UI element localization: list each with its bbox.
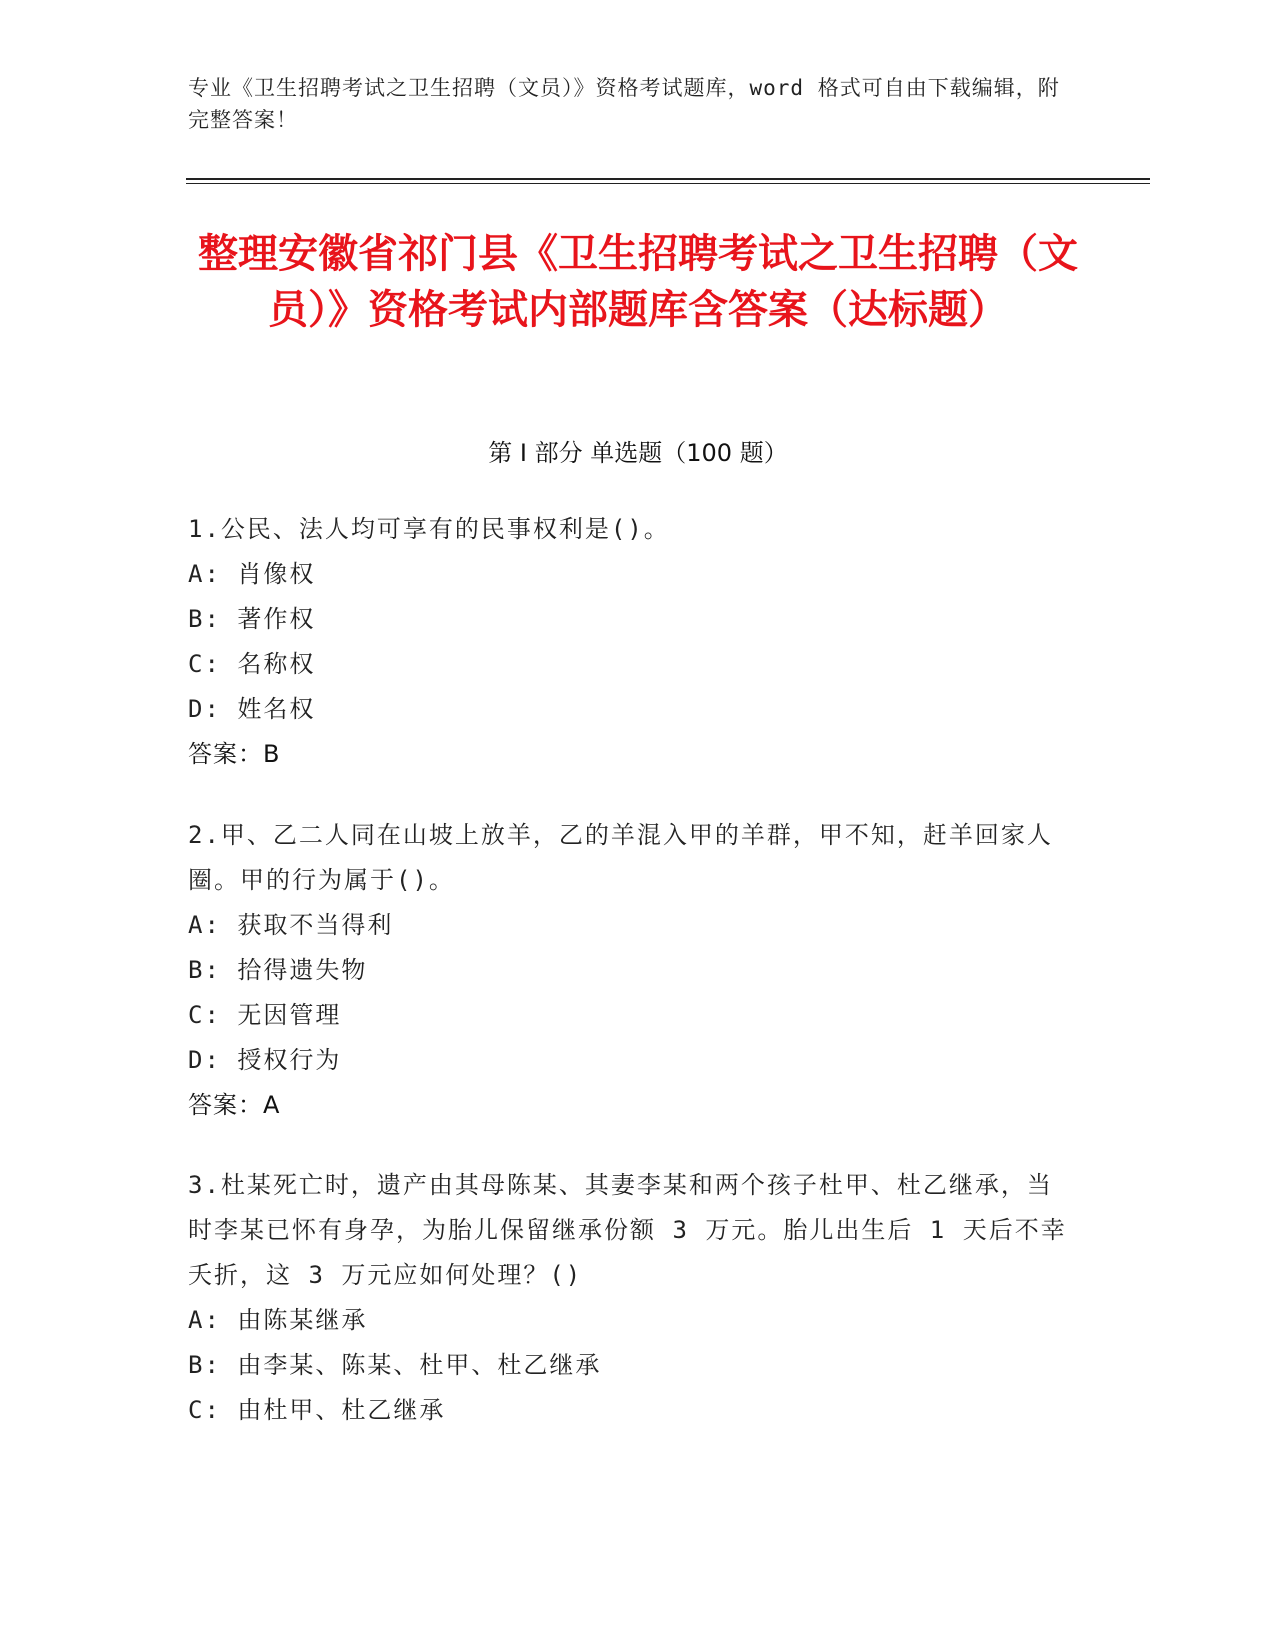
answer: 答案：A — [188, 1091, 281, 1119]
question-3 — [188, 1163, 1068, 1433]
document-title: 整理安徽省祁门县《卫生招聘考试之卫生招聘（文员）》资格考试内部题库含答案（达标题） — [198, 231, 1078, 333]
option-c: C: 由杜甲、杜乙继承 — [188, 1396, 446, 1424]
header-rule-thick — [186, 178, 1150, 180]
header-rule-thin — [186, 183, 1150, 184]
question-2 — [188, 813, 1068, 1128]
option-c: C: 无因管理 — [188, 1001, 342, 1029]
option-a: A: 由陈某继承 — [188, 1306, 368, 1334]
option-d: D: 授权行为 — [188, 1046, 342, 1074]
section-heading: 第 I 部分 单选题（100 题） — [488, 439, 788, 467]
option-a: A: 肖像权 — [188, 560, 316, 588]
option-a: A: 获取不当得利 — [188, 911, 394, 939]
answer: 答案：B — [188, 740, 281, 768]
header-note: 专业《卫生招聘考试之卫生招聘（文员）》资格考试题库，word 格式可自由下载编辑，附完整答案！ — [188, 76, 1060, 132]
question-stem: 1.公民、法人均可享有的民事权利是()。 — [188, 515, 670, 543]
option-b: B: 由李某、陈某、杜甲、杜乙继承 — [188, 1351, 602, 1379]
question-stem: 2.甲、乙二人同在山坡上放羊，乙的羊混入甲的羊群，甲不知，赶羊回家人圈。甲的行为属于()。 — [188, 821, 1053, 894]
option-d: D: 姓名权 — [188, 695, 316, 723]
option-b: B: 著作权 — [188, 605, 316, 633]
option-c: C: 名称权 — [188, 650, 316, 678]
question-stem: 3.杜某死亡时，遗产由其母陈某、其妻李某和两个孩子杜甲、杜乙继承，当时李某已怀有身孕，为胎儿保留继承份额 3 万元。胎儿出生后 1 天后不幸夭折，这 3 万元应如何处理？() — [188, 1171, 1067, 1289]
question-1 — [188, 507, 1068, 777]
option-b: B: 拾得遗失物 — [188, 956, 368, 984]
